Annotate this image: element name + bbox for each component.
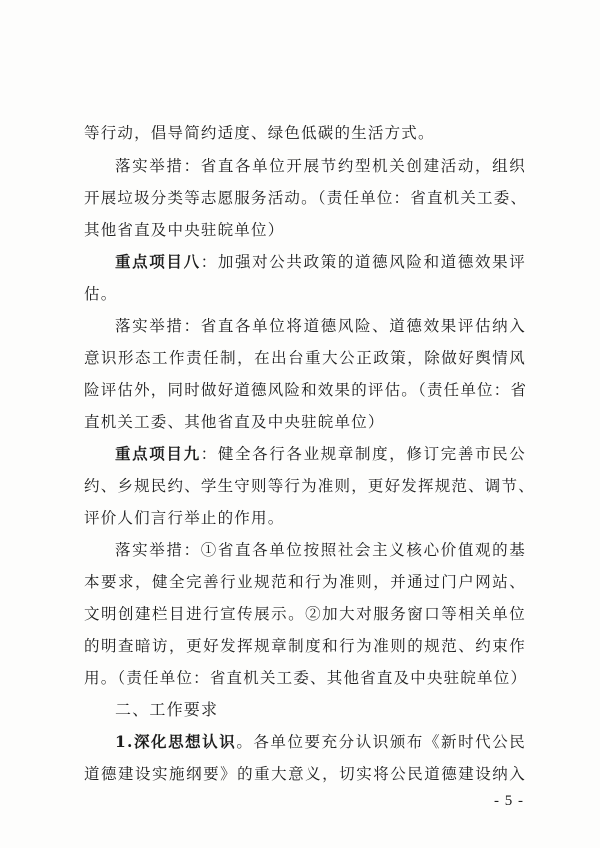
- measure-label: 落实举措: [115, 157, 184, 175]
- text-line: 直机关工委、其他省直及中央驻皖单位）: [84, 413, 385, 431]
- text-line: 险评估外，同时做好道德风险和效果的评估。（责任单位：省: [84, 381, 528, 399]
- text-line: 道德建设实施纲要》的重大意义，切实将公民道德建设纳入: [84, 765, 526, 783]
- measure-label: 落实举措: [115, 541, 184, 559]
- text-line: 开展垃圾分类等志愿服务活动。（责任单位：省直机关工委、: [84, 189, 528, 207]
- text-line: 的明查暗访，更好发挥规章制度和行为准则的规范、约束作: [84, 637, 526, 655]
- text-line: 用。（责任单位：省直机关工委、其他省直及中央驻皖单位）: [84, 669, 528, 687]
- project-label: 重点项目八: [115, 252, 201, 271]
- text-line: 其他省直及中央驻皖单位）: [84, 221, 285, 239]
- text-line: 约、乡规民约、学生守则等行为准则，更好发挥规范、调节、: [84, 477, 535, 495]
- text-line: 1.深化思想认识。各单位要充分认识颁布《新时代公民: [115, 732, 526, 751]
- text-line: 重点项目八：加强对公共政策的道德风险和道德效果评: [115, 252, 526, 271]
- project-label: 重点项目九: [115, 444, 201, 463]
- text-line: 本要求，健全完善行业规范和行为准则，并通过门户网站、: [84, 573, 526, 591]
- text-line: 等行动，倡导简约适度、绿色低碳的生活方式。: [84, 124, 435, 142]
- text-line: 落实举措：①省直各单位按照社会主义核心价值观的基: [115, 541, 526, 559]
- measure-label: 落实举措: [115, 317, 184, 335]
- requirement-label: 1.深化思想认识: [115, 732, 237, 751]
- text-line: 落实举措：省直各单位开展节约型机关创建活动，组织: [115, 157, 526, 175]
- section-heading: 二、工作要求: [115, 700, 219, 719]
- text-line: 意识形态工作责任制，在出台重大公正政策，除做好舆情风: [84, 349, 526, 367]
- text-line: 文明创建栏目进行宣传展示。②加大对服务窗口等相关单位: [84, 605, 526, 623]
- text-line: 重点项目九：健全各行各业规章制度，修订完善市民公: [115, 444, 526, 463]
- text-line: 评价人们言行举止的作用。: [84, 509, 285, 527]
- page-number: - 5 -: [494, 793, 524, 809]
- text-line: 落实举措：省直各单位将道德风险、道德效果评估纳入: [115, 317, 526, 335]
- text-line: 估。: [84, 285, 118, 303]
